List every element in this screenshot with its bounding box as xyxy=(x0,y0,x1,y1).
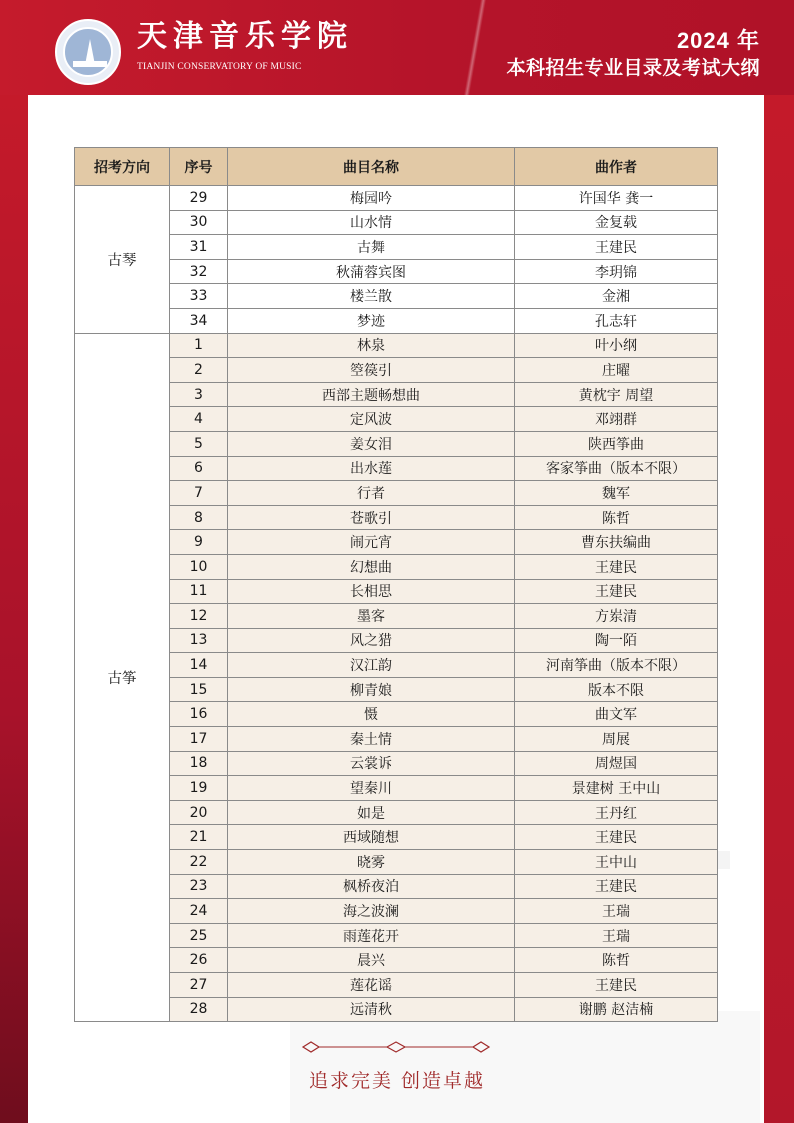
composer-cell: 魏军 xyxy=(515,481,718,506)
title-cell: 闹元宵 xyxy=(228,530,515,555)
composer-cell: 周煜国 xyxy=(515,751,718,776)
table-row xyxy=(75,308,718,333)
composer-cell: 曲文军 xyxy=(515,702,718,727)
title-cell: 海之波澜 xyxy=(228,899,515,924)
number-cell: 32 xyxy=(170,259,228,284)
title-cell: 慑 xyxy=(228,702,515,727)
table-row xyxy=(75,235,718,260)
composer-cell: 王丹红 xyxy=(515,800,718,825)
number-cell: 20 xyxy=(170,800,228,825)
table-row xyxy=(75,259,718,284)
title-cell: 出水莲 xyxy=(228,456,515,481)
composer-cell: 金复载 xyxy=(515,210,718,235)
table-row xyxy=(75,382,718,407)
table-row xyxy=(75,653,718,678)
table-row xyxy=(75,456,718,481)
number-cell: 4 xyxy=(170,407,228,432)
composer-cell: 周展 xyxy=(515,727,718,752)
number-cell: 21 xyxy=(170,825,228,850)
title-cell: 长相思 xyxy=(228,579,515,604)
title-cell: 雨莲花开 xyxy=(228,923,515,948)
table-row xyxy=(75,628,718,653)
university-seal-icon xyxy=(55,19,121,85)
title-cell: 幻想曲 xyxy=(228,554,515,579)
composer-cell: 许国华 龚一 xyxy=(515,186,718,211)
table-row xyxy=(75,948,718,973)
direction-cell: 古筝 xyxy=(75,333,170,1022)
number-cell: 14 xyxy=(170,653,228,678)
title-cell: 远清秋 xyxy=(228,997,515,1022)
table-row xyxy=(75,874,718,899)
composer-cell: 叶小纲 xyxy=(515,333,718,358)
logo-title: 天津音乐学院 xyxy=(137,19,353,54)
number-cell: 2 xyxy=(170,358,228,383)
table-row xyxy=(75,825,718,850)
title-cell: 晨兴 xyxy=(228,948,515,973)
table-header-row xyxy=(75,148,718,186)
composer-cell: 陈哲 xyxy=(515,948,718,973)
title-cell: 秋蒲蓉宾图 xyxy=(228,259,515,284)
composer-cell: 版本不限 xyxy=(515,677,718,702)
table-body xyxy=(75,186,718,1022)
direction-cell: 古琴 xyxy=(75,186,170,334)
number-cell: 17 xyxy=(170,727,228,752)
catalog-year: 2024 年 xyxy=(676,28,760,53)
table-row xyxy=(75,727,718,752)
number-cell: 23 xyxy=(170,874,228,899)
number-cell: 28 xyxy=(170,997,228,1022)
composer-cell: 金湘 xyxy=(515,284,718,309)
number-cell: 27 xyxy=(170,973,228,998)
composer-cell: 谢鹏 赵洁楠 xyxy=(515,997,718,1022)
number-cell: 19 xyxy=(170,776,228,801)
composer-cell: 邓翊群 xyxy=(515,407,718,432)
title-cell: 柳青娘 xyxy=(228,677,515,702)
table-row xyxy=(75,800,718,825)
table-row xyxy=(75,333,718,358)
number-cell: 18 xyxy=(170,751,228,776)
title-cell: 姜女泪 xyxy=(228,431,515,456)
composer-cell: 王建民 xyxy=(515,554,718,579)
composer-cell: 王建民 xyxy=(515,973,718,998)
title-cell: 古舞 xyxy=(228,235,515,260)
title-cell: 梦迹 xyxy=(228,308,515,333)
table-row xyxy=(75,850,718,875)
column-header-title: 曲目名称 xyxy=(228,148,515,186)
title-cell: 行者 xyxy=(228,481,515,506)
table-row xyxy=(75,407,718,432)
composer-cell: 孔志轩 xyxy=(515,308,718,333)
composer-cell: 方岽清 xyxy=(515,604,718,629)
table-row xyxy=(75,899,718,924)
table-row xyxy=(75,973,718,998)
table-row xyxy=(75,702,718,727)
page-header xyxy=(0,0,794,95)
composer-cell: 王瑞 xyxy=(515,899,718,924)
number-cell: 30 xyxy=(170,210,228,235)
table-row xyxy=(75,481,718,506)
composer-cell: 客家筝曲（版本不限） xyxy=(515,456,718,481)
number-cell: 33 xyxy=(170,284,228,309)
title-cell: 楼兰散 xyxy=(228,284,515,309)
table-row xyxy=(75,284,718,309)
number-cell: 3 xyxy=(170,382,228,407)
composer-cell: 陕西筝曲 xyxy=(515,431,718,456)
number-cell: 1 xyxy=(170,333,228,358)
table-row xyxy=(75,431,718,456)
table-row xyxy=(75,923,718,948)
number-cell: 16 xyxy=(170,702,228,727)
title-cell: 莲花谣 xyxy=(228,973,515,998)
number-cell: 13 xyxy=(170,628,228,653)
table-row xyxy=(75,554,718,579)
number-cell: 31 xyxy=(170,235,228,260)
title-cell: 山水情 xyxy=(228,210,515,235)
composer-cell: 王建民 xyxy=(515,235,718,260)
composer-cell: 陈哲 xyxy=(515,505,718,530)
composer-cell: 王建民 xyxy=(515,579,718,604)
number-cell: 24 xyxy=(170,899,228,924)
composer-cell: 曹东扶编曲 xyxy=(515,530,718,555)
title-cell: 枫桥夜泊 xyxy=(228,874,515,899)
table-row xyxy=(75,358,718,383)
number-cell: 6 xyxy=(170,456,228,481)
right-decor-band xyxy=(764,95,794,1123)
composer-cell: 王建民 xyxy=(515,825,718,850)
number-cell: 22 xyxy=(170,850,228,875)
number-cell: 29 xyxy=(170,186,228,211)
composer-cell: 王中山 xyxy=(515,850,718,875)
composer-cell: 景建树 王中山 xyxy=(515,776,718,801)
number-cell: 5 xyxy=(170,431,228,456)
title-cell: 苍歌引 xyxy=(228,505,515,530)
composer-cell: 黄枕宇 周望 xyxy=(515,382,718,407)
title-cell: 汉江韵 xyxy=(228,653,515,678)
table-row xyxy=(75,776,718,801)
table-row xyxy=(75,210,718,235)
column-header-number: 序号 xyxy=(170,148,228,186)
composer-cell: 王建民 xyxy=(515,874,718,899)
table-row xyxy=(75,604,718,629)
left-decor-band xyxy=(0,95,28,1123)
footer-slogan: 追求完美 创造卓越 xyxy=(308,1070,486,1092)
number-cell: 26 xyxy=(170,948,228,973)
table-row xyxy=(75,751,718,776)
title-cell: 梅园吟 xyxy=(228,186,515,211)
number-cell: 25 xyxy=(170,923,228,948)
composer-cell: 庄曜 xyxy=(515,358,718,383)
table-row xyxy=(75,579,718,604)
table-row xyxy=(75,677,718,702)
footer-ornament xyxy=(301,1040,491,1054)
title-cell: 云裳诉 xyxy=(228,751,515,776)
title-cell: 西部主题畅想曲 xyxy=(228,382,515,407)
catalog-title: 本科招生专业目录及考试大纲 xyxy=(506,57,760,79)
title-cell: 林泉 xyxy=(228,333,515,358)
composer-cell: 河南筝曲（版本不限） xyxy=(515,653,718,678)
table-row xyxy=(75,997,718,1022)
title-cell: 风之猎 xyxy=(228,628,515,653)
number-cell: 10 xyxy=(170,554,228,579)
title-cell: 箜篌引 xyxy=(228,358,515,383)
number-cell: 12 xyxy=(170,604,228,629)
title-cell: 如是 xyxy=(228,800,515,825)
table-row xyxy=(75,530,718,555)
title-cell: 西域随想 xyxy=(228,825,515,850)
table-row xyxy=(75,186,718,211)
column-header-direction: 招考方向 xyxy=(75,148,170,186)
title-cell: 晓雾 xyxy=(228,850,515,875)
title-cell: 秦土情 xyxy=(228,727,515,752)
number-cell: 7 xyxy=(170,481,228,506)
column-header-composer: 曲作者 xyxy=(515,148,718,186)
composer-cell: 王瑞 xyxy=(515,923,718,948)
number-cell: 11 xyxy=(170,579,228,604)
number-cell: 9 xyxy=(170,530,228,555)
composer-cell: 陶一陌 xyxy=(515,628,718,653)
table-row xyxy=(75,505,718,530)
logo-subtitle: TIANJIN CONSERVATORY OF MUSIC xyxy=(137,62,302,72)
number-cell: 15 xyxy=(170,677,228,702)
title-cell: 望秦川 xyxy=(228,776,515,801)
number-cell: 34 xyxy=(170,308,228,333)
number-cell: 8 xyxy=(170,505,228,530)
header-divider xyxy=(455,0,495,95)
repertoire-table xyxy=(74,147,718,1022)
title-cell: 墨客 xyxy=(228,604,515,629)
title-cell: 定风波 xyxy=(228,407,515,432)
composer-cell: 李玥锦 xyxy=(515,259,718,284)
